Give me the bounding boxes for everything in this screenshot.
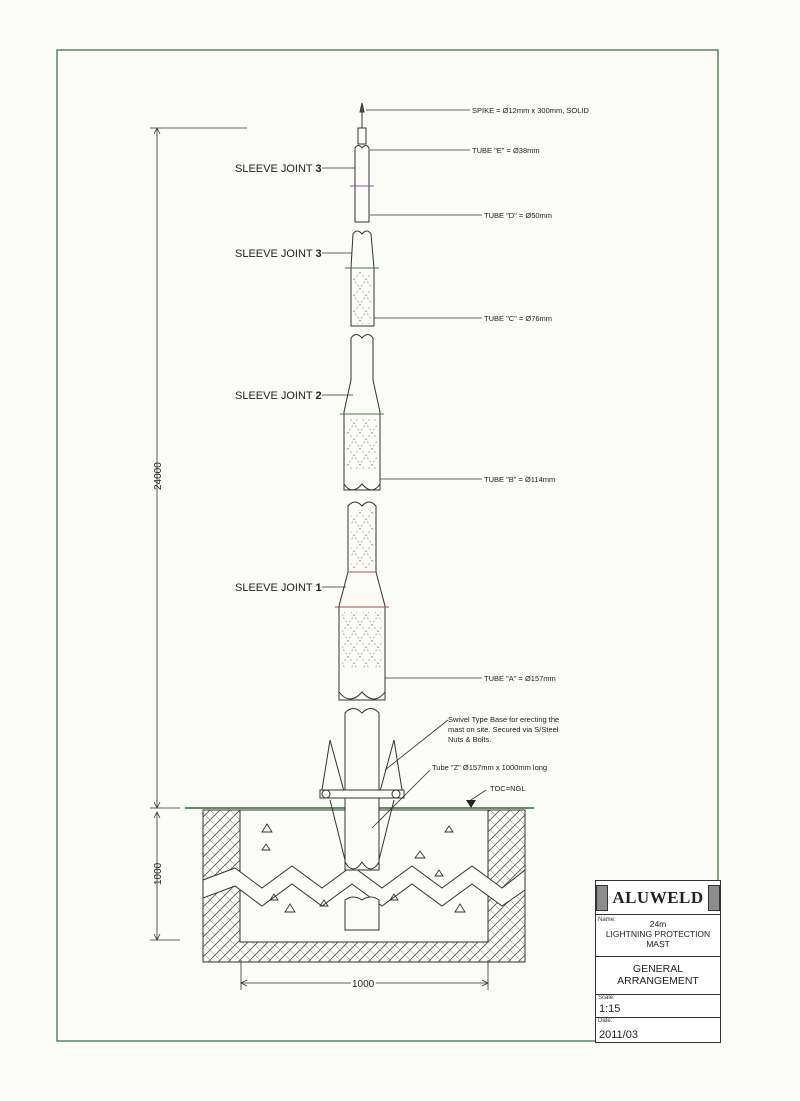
title-block bbox=[595, 880, 721, 1043]
company-logo bbox=[596, 881, 720, 915]
callout-tube-e: TUBE "E" = Ø38mm bbox=[472, 146, 540, 155]
callout-swivel-2: mast on site. Secured via S/Steel bbox=[448, 725, 559, 734]
name-label: Name: bbox=[598, 917, 616, 923]
callout-tube-d: TUBE "D" = Ø50mm bbox=[484, 211, 553, 220]
mast bbox=[320, 103, 404, 930]
toc-leader bbox=[471, 790, 486, 800]
name-line-1: 24m bbox=[649, 919, 667, 929]
logo-badge-left bbox=[596, 885, 608, 911]
scale-cell bbox=[596, 995, 720, 1018]
date-value: 2011/03 bbox=[599, 1029, 638, 1041]
scale-value: 1:15 bbox=[599, 1003, 621, 1015]
date-label: Date: bbox=[598, 1018, 613, 1024]
height-dimension bbox=[150, 128, 247, 808]
logo-badge-right bbox=[708, 885, 720, 911]
sleeve-joint-label: SLEEVE JOINT 3 bbox=[235, 248, 322, 260]
scale-label: Scale: bbox=[598, 995, 615, 1001]
depth-dimension-label: 1000 bbox=[153, 862, 164, 885]
callout-tube-a: TUBE "A" = Ø157mm bbox=[484, 674, 556, 683]
title-line-2: ARRANGEMENT bbox=[617, 975, 699, 987]
sleeve-joint-label: SLEEVE JOINT 3 bbox=[235, 163, 322, 175]
sleeve-joint-label: SLEEVE JOINT 1 bbox=[235, 582, 322, 594]
drawing-name-cell bbox=[596, 915, 720, 957]
company-name: ALUWELD bbox=[612, 887, 704, 907]
toc-marker bbox=[466, 800, 476, 808]
name-line-2: LIGHTNING PROTECTION bbox=[605, 929, 711, 939]
callout-tube-b: TUBE "B" = Ø114mm bbox=[484, 475, 556, 484]
callout-swivel-3: Nuts & Bolts. bbox=[448, 735, 492, 744]
width-dimension-label: 1000 bbox=[352, 979, 375, 990]
toc-label: TOC=NGL bbox=[490, 784, 526, 793]
callout-swivel-1: Swivel Type Base for erecting the bbox=[448, 715, 560, 724]
callout-tube-c: TUBE "C" = Ø76mm bbox=[484, 314, 553, 323]
name-line-3: MAST bbox=[646, 939, 670, 949]
callout-spike: SPIKE = Ø12mm x 300mm, SOLID bbox=[472, 106, 589, 115]
callout-tube-z: Tube "Z" Ø157mm x 1000mm long bbox=[432, 763, 548, 772]
title-line-1: GENERAL bbox=[632, 963, 684, 975]
sleeve-joint-label: SLEEVE JOINT 2 bbox=[235, 390, 322, 402]
height-dimension-label: 24000 bbox=[153, 462, 164, 490]
date-cell bbox=[596, 1018, 720, 1043]
drawing-title-cell bbox=[596, 957, 720, 995]
